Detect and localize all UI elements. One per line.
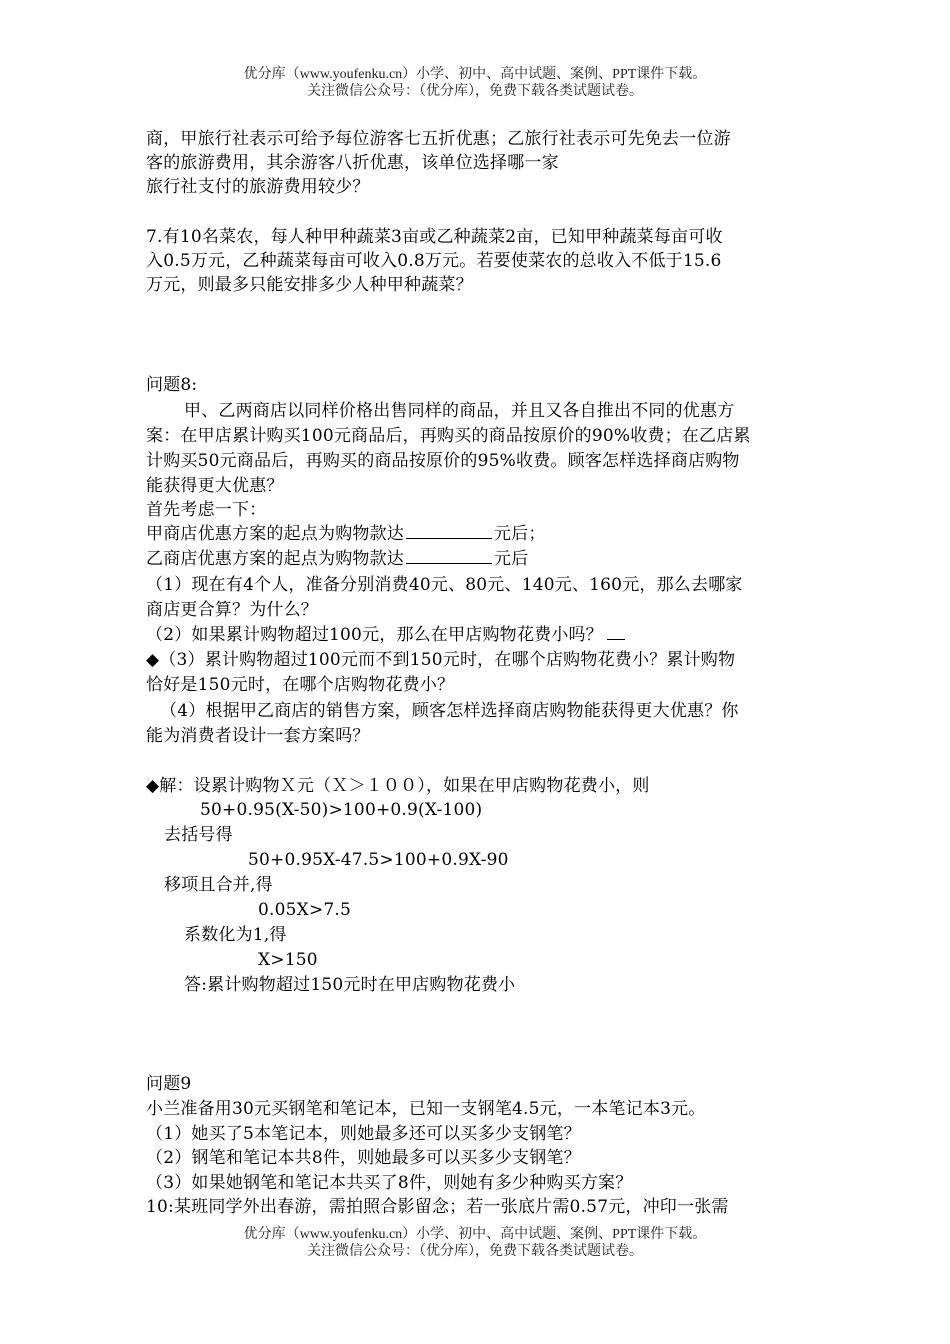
- footer-line-2: 关注微信公众号：（优分库），免费下载各类试题试卷。: [307, 1244, 643, 1259]
- solution-step: 系数化为1,得: [184, 925, 287, 945]
- text-line: （4）根据甲乙商店的销售方案，顾客怎样选择商店购物能获得更大优惠？你: [160, 701, 739, 721]
- text-line: 能为消费者设计一套方案吗？: [146, 726, 370, 746]
- text-line: 案：在甲店累计购买100元商品后，再购买的商品按原价的90%收费；在乙店累: [146, 426, 751, 446]
- text-line: 能获得更大优惠？: [146, 476, 284, 496]
- text-segment: 乙商店优惠方案的起点为购物款达: [146, 549, 404, 569]
- fill-blank-line: [146, 522, 546, 546]
- answer-line: 答:累计购物超过150元时在甲店购物花费小: [184, 975, 516, 995]
- text-segment: （2）如果累计购物超过100元，那么在甲店购物花费小吗？: [146, 625, 603, 645]
- answer-blank[interactable]: [406, 522, 492, 539]
- fill-blank-line: [146, 547, 528, 571]
- text-line: 7.有10名菜农，每人种甲种蔬菜3亩或乙种蔬菜2亩，已知甲种蔬菜每亩可收: [146, 227, 723, 247]
- text-line: 首先考虑一下：: [146, 500, 267, 520]
- question-title: 问题9: [146, 1074, 192, 1094]
- header-line-2: 关注微信公众号：（优分库），免费下载各类试题试卷。: [307, 84, 643, 99]
- solution-step: 移项且合并,得: [164, 875, 273, 895]
- text-line: 10:某班同学外出春游，需拍照合影留念；若一张底片需0.57元，冲印一张需: [146, 1197, 729, 1217]
- text-line: （2）钢笔和笔记本共8件，则她最多可以买多少支钢笔？: [146, 1148, 581, 1168]
- text-line: 商店更合算？为什么？: [146, 600, 318, 620]
- text-line: 客的旅游费用，其余游客八折优惠，该单位选择哪一家: [146, 153, 559, 173]
- text-line: 小兰准备用30元买钢笔和笔记本，已知一支钢笔4.5元，一本笔记本3元。: [146, 1099, 706, 1119]
- header-line-1: 优分库（www.youfenku.cn）小学、初中、高中试题、案例、PPT课件下载。: [243, 67, 707, 82]
- answer-blank[interactable]: [406, 547, 492, 564]
- text-segment: 元后: [494, 549, 529, 569]
- footer-line-1: 优分库（www.youfenku.cn）小学、初中、高中试题、案例、PPT课件下载。: [243, 1227, 707, 1242]
- question-title: 问题8:: [146, 375, 198, 395]
- text-segment: 甲商店优惠方案的起点为购物款达: [146, 524, 404, 544]
- text-line: 甲、乙两商店以同样价格出售同样的商品，并且又各自推出不同的优惠方: [184, 401, 735, 421]
- equation-line: 0.05X>7.5: [258, 900, 352, 920]
- text-line: （1）她买了5本笔记本，则她最多还可以买多少支钢笔？: [146, 1124, 581, 1144]
- text-line: 计购买50元商品后，再购买的商品按原价的95%收费。顾客怎样选择商店购物: [146, 451, 740, 471]
- solution-line: ◆解：设累计购物Ｘ元（Ｘ＞１００），如果在甲店购物花费小，则: [146, 776, 650, 796]
- text-line: 恰好是150元时，在哪个店购物花费小？: [146, 675, 455, 695]
- text-line: ◆（3）累计购物超过100元而不到150元时，在哪个店购物花费小？累计购物: [146, 650, 736, 670]
- equation-line: X>150: [258, 950, 318, 970]
- fill-blank-line: [146, 623, 625, 647]
- text-line: （1）现在有4个人，准备分别消费40元、80元、140元、160元，那么去哪家: [146, 575, 743, 595]
- text-line: 入0.5万元，乙种蔬菜每亩可收入0.8万元。若要使菜农的总收入不低于15.6: [146, 251, 722, 271]
- equation-line: 50+0.95X-47.5>100+0.9X-90: [248, 850, 509, 870]
- text-line: 旅行社支付的旅游费用较少？: [146, 177, 370, 197]
- text-segment: 元后；: [494, 524, 546, 544]
- text-line: 万元，则最多只能安排多少人种甲种蔬菜？: [146, 275, 473, 295]
- text-line: 商，甲旅行社表示可给予每位游客七五折优惠；乙旅行社表示可先免去一位游: [146, 129, 731, 149]
- text-line: （3）如果她钢笔和笔记本共买了8件，则她有多少种购买方案？: [146, 1173, 633, 1193]
- page-footer: [0, 1226, 950, 1260]
- page-header: [0, 66, 950, 100]
- solution-step: 去括号得: [164, 825, 233, 845]
- equation-line: 50+0.95(X-50)>100+0.9(X-100): [200, 800, 483, 820]
- answer-blank[interactable]: [607, 623, 625, 640]
